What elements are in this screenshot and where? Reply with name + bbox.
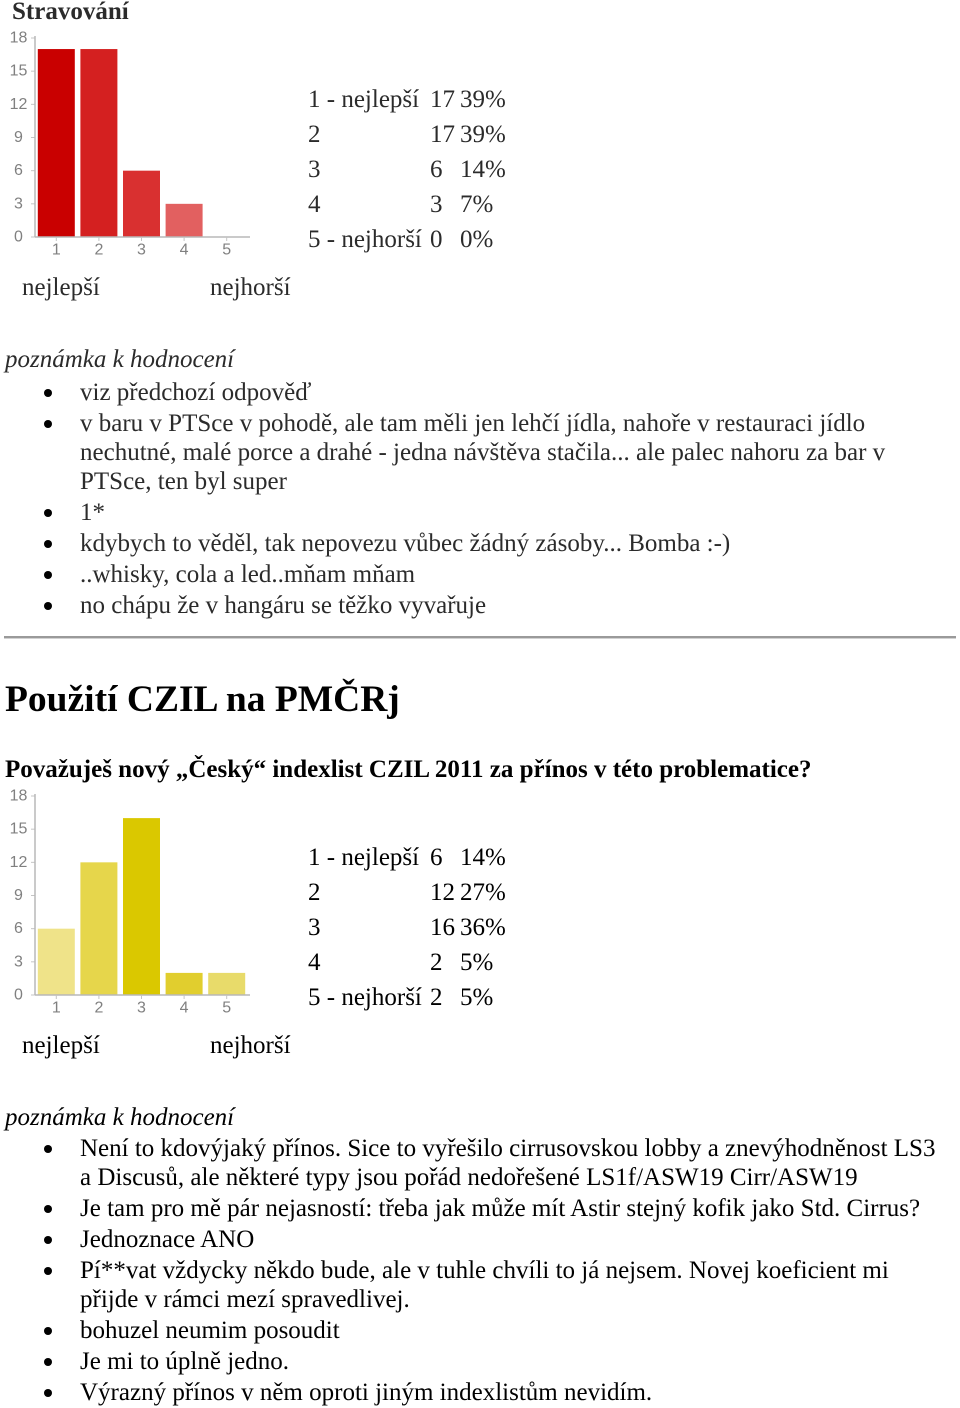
x-tick-label: 3 bbox=[137, 241, 146, 259]
bar-rating-2 bbox=[80, 49, 117, 237]
response-percent: 5% bbox=[460, 984, 494, 1011]
rating-bar-chart bbox=[0, 786, 256, 1022]
y-tick-label: 3 bbox=[14, 953, 23, 971]
note-item bbox=[80, 1347, 948, 1376]
summary-row bbox=[308, 945, 548, 980]
note-text: v baru v PTSce v pohodě, ale tam měli jen lehčí jídla, nahoře v restauraci jídlo nechutné, malé porce a drahé - jedna návštěva stačila... ale palec nahoru za bar v PTSce, ten byl super bbox=[80, 410, 886, 495]
note-text: 1* bbox=[80, 499, 105, 526]
notes-heading: poznámka k hodnocení bbox=[5, 346, 235, 373]
y-tick-label: 0 bbox=[14, 986, 23, 1004]
bullet-icon bbox=[44, 420, 52, 428]
note-text: viz předchozí odpověď bbox=[80, 379, 312, 406]
bullet-icon bbox=[44, 509, 52, 517]
y-tick-label: 15 bbox=[9, 820, 28, 838]
rating-label: 5 - nejhorší bbox=[308, 226, 422, 253]
bullet-icon bbox=[44, 1389, 52, 1397]
y-tick-label: 9 bbox=[14, 887, 23, 904]
response-count: 16 bbox=[430, 914, 455, 941]
x-tick-label: 5 bbox=[222, 999, 232, 1017]
rating-label: 4 bbox=[308, 191, 321, 218]
x-tick-label: 3 bbox=[137, 999, 146, 1017]
y-tick-label: 6 bbox=[14, 162, 23, 180]
y-tick-label: 12 bbox=[9, 853, 28, 871]
note-item bbox=[80, 1316, 948, 1345]
rating-label: 1 - nejlepší bbox=[308, 86, 420, 113]
scale-best-label: nejlepší bbox=[22, 274, 100, 301]
question-title: Stravování bbox=[12, 0, 129, 25]
y-tick-label: 6 bbox=[14, 920, 23, 938]
rating-label: 3 bbox=[308, 914, 321, 941]
y-tick-label: 15 bbox=[9, 62, 28, 80]
bullet-icon bbox=[44, 389, 52, 397]
note-item bbox=[80, 409, 948, 496]
summary-row bbox=[308, 222, 548, 257]
x-tick-label: 1 bbox=[51, 241, 61, 259]
bullet-icon bbox=[44, 1327, 52, 1335]
bar-rating-4 bbox=[166, 973, 203, 995]
summary-row bbox=[308, 980, 548, 1015]
note-item bbox=[80, 1378, 948, 1407]
response-count: 0 bbox=[430, 226, 443, 253]
rating-label: 4 bbox=[308, 949, 321, 976]
rating-label: 1 - nejlepší bbox=[308, 844, 420, 871]
scale-worst-label: nejhorší bbox=[210, 1032, 291, 1059]
note-item bbox=[80, 1134, 948, 1192]
note-text: Je mi to úplně jedno. bbox=[80, 1348, 289, 1375]
bullet-icon bbox=[44, 1358, 52, 1366]
response-count: 3 bbox=[430, 191, 443, 218]
notes-heading: poznámka k hodnocení bbox=[5, 1104, 235, 1131]
question-block-stravovani bbox=[0, 0, 960, 630]
response-count: 17 bbox=[430, 121, 455, 148]
note-item bbox=[80, 1225, 948, 1254]
y-tick-label: 18 bbox=[9, 29, 28, 47]
note-text: Pí**vat vždycky někdo bude, ale v tuhle chvíli to já nejsem. Novej koeficient mi přijde v rámci mezí spravedlivej. bbox=[80, 1257, 889, 1313]
note-text: Není to kdovýjaký přínos. Sice to vyřešilo cirrusovskou lobby a znevýhodněnost LS3 a Discusů, ale některé typy jsou pořád nedořešené LS1f/ASW19 Cirr/ASW19 bbox=[80, 1135, 936, 1191]
response-percent: 14% bbox=[460, 156, 506, 183]
response-percent: 14% bbox=[460, 844, 506, 871]
bar-rating-2 bbox=[80, 862, 117, 995]
response-count: 2 bbox=[430, 984, 443, 1011]
response-percent: 39% bbox=[460, 86, 506, 113]
response-percent: 39% bbox=[460, 121, 506, 148]
y-tick-label: 3 bbox=[14, 195, 23, 213]
rating-label: 3 bbox=[308, 156, 321, 183]
x-tick-label: 2 bbox=[94, 241, 104, 259]
response-percent: 7% bbox=[460, 191, 494, 218]
summary-table bbox=[308, 840, 548, 1015]
bullet-icon bbox=[44, 1236, 52, 1244]
bar-rating-4 bbox=[166, 204, 203, 237]
note-item bbox=[80, 1256, 948, 1314]
rating-label: 2 bbox=[308, 121, 321, 148]
response-count: 17 bbox=[430, 86, 455, 113]
rating-bar-chart bbox=[0, 28, 256, 264]
scale-worst-label: nejhorší bbox=[210, 274, 291, 301]
question-block-czil bbox=[0, 758, 960, 1408]
note-item bbox=[80, 529, 948, 558]
notes-list bbox=[80, 1134, 948, 1407]
section-divider bbox=[4, 636, 956, 639]
x-tick-label: 2 bbox=[94, 999, 104, 1017]
summary-table bbox=[308, 82, 548, 257]
response-count: 6 bbox=[430, 156, 443, 183]
note-text: bohuzel neumim posoudit bbox=[80, 1317, 340, 1344]
bullet-icon bbox=[44, 1267, 52, 1275]
scale-best-label: nejlepší bbox=[22, 1032, 100, 1059]
note-item bbox=[80, 1194, 948, 1223]
rating-label: 2 bbox=[308, 879, 321, 906]
bar-rating-5 bbox=[208, 973, 245, 995]
summary-row bbox=[308, 875, 548, 910]
summary-row bbox=[308, 840, 548, 875]
response-count: 6 bbox=[430, 844, 443, 871]
summary-row bbox=[308, 187, 548, 222]
question-title: Považuješ nový „Český“ indexlist CZIL 2011 za přínos v této problematice? bbox=[5, 756, 812, 783]
bullet-icon bbox=[44, 540, 52, 548]
y-tick-label: 18 bbox=[9, 787, 28, 805]
bullet-icon bbox=[44, 602, 52, 610]
notes-list bbox=[80, 378, 948, 620]
summary-row bbox=[308, 152, 548, 187]
bar-rating-1 bbox=[38, 929, 75, 995]
rating-label: 5 - nejhorší bbox=[308, 984, 422, 1011]
summary-row bbox=[308, 82, 548, 117]
note-item bbox=[80, 591, 948, 620]
bullet-icon bbox=[44, 1205, 52, 1213]
y-tick-label: 0 bbox=[14, 228, 23, 246]
note-text: kdybych to věděl, tak nepovezu vůbec žádný zásoby... Bomba :-) bbox=[80, 530, 731, 557]
note-text: Jednoznace ANO bbox=[80, 1226, 255, 1253]
y-tick-label: 12 bbox=[9, 95, 28, 113]
response-percent: 36% bbox=[460, 914, 506, 941]
x-tick-label: 4 bbox=[179, 999, 189, 1017]
bullet-icon bbox=[44, 571, 52, 579]
response-percent: 5% bbox=[460, 949, 494, 976]
y-tick-label: 9 bbox=[14, 129, 23, 146]
note-item bbox=[80, 498, 948, 527]
x-tick-label: 4 bbox=[179, 241, 189, 259]
note-text: Výrazný přínos v něm oproti jiným indexlistům nevidím. bbox=[80, 1379, 653, 1406]
bar-rating-1 bbox=[38, 49, 75, 237]
note-text: Je tam pro mě pár nejasností: třeba jak může mít Astir stejný kofik jako Std. Cirrus? bbox=[80, 1195, 921, 1222]
summary-row bbox=[308, 910, 548, 945]
note-text: ..whisky, cola a led..mňam mňam bbox=[80, 561, 416, 588]
note-item bbox=[80, 378, 948, 407]
response-count: 12 bbox=[430, 879, 455, 906]
bar-rating-3 bbox=[123, 818, 160, 995]
bullet-icon bbox=[44, 1145, 52, 1153]
section-heading: Použití CZIL na PMČRj bbox=[5, 679, 400, 720]
response-percent: 0% bbox=[460, 226, 494, 253]
x-tick-label: 5 bbox=[222, 241, 232, 259]
response-percent: 27% bbox=[460, 879, 506, 906]
note-text: no chápu že v hangáru se těžko vyvařuje bbox=[80, 592, 487, 619]
summary-row bbox=[308, 117, 548, 152]
x-tick-label: 1 bbox=[51, 999, 61, 1017]
response-count: 2 bbox=[430, 949, 443, 976]
note-item bbox=[80, 560, 948, 589]
bar-rating-3 bbox=[123, 171, 160, 237]
